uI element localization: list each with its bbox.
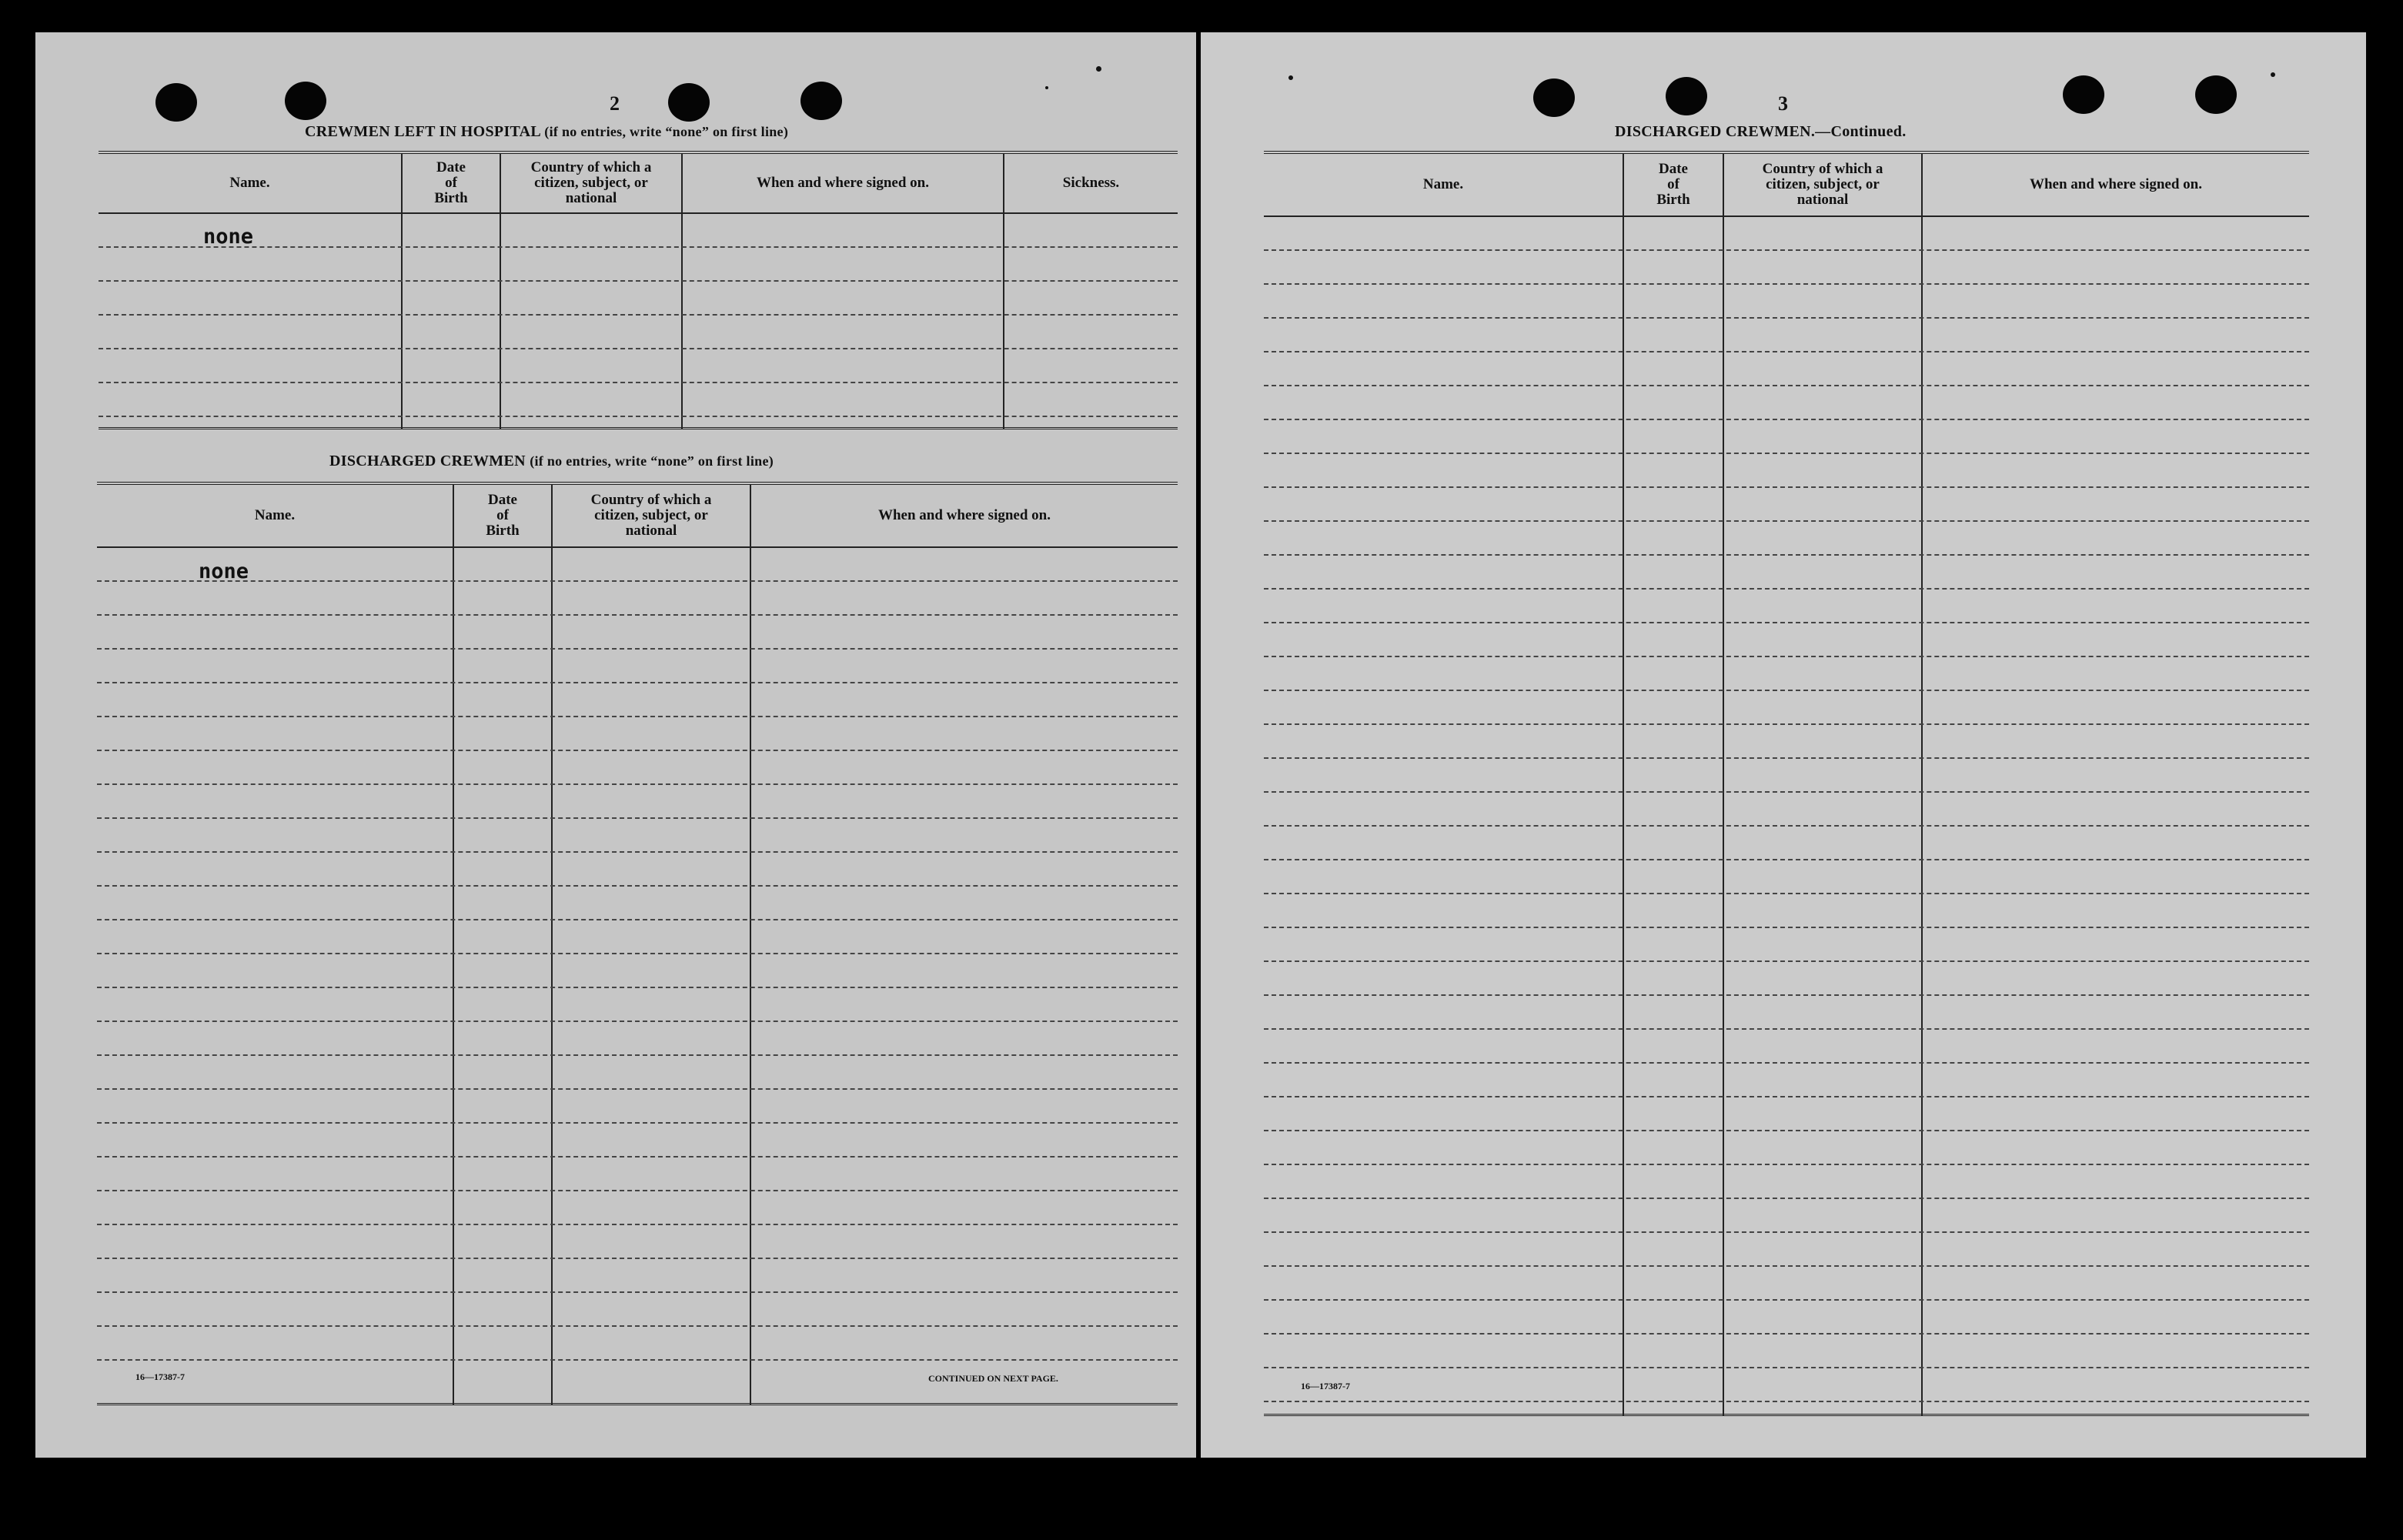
column-divider bbox=[1003, 154, 1004, 429]
table-row bbox=[1264, 317, 2309, 319]
table-row bbox=[97, 851, 1178, 853]
speck bbox=[1288, 75, 1293, 80]
col-header-sickness: Sickness. bbox=[1062, 175, 1120, 191]
col-header-country: Country of which a citizen, subject, or national bbox=[1762, 161, 1883, 208]
col-header-name: Name. bbox=[1422, 176, 1464, 192]
table-row bbox=[97, 682, 1178, 683]
speck bbox=[1045, 86, 1048, 89]
col-header-name: Name. bbox=[254, 507, 296, 523]
column-divider bbox=[681, 154, 683, 429]
punch-hole bbox=[2063, 75, 2104, 114]
table-row bbox=[97, 614, 1178, 616]
table-row bbox=[97, 1021, 1178, 1022]
table-row bbox=[1264, 927, 2309, 928]
table-row bbox=[1264, 1198, 2309, 1199]
table-row bbox=[97, 1190, 1178, 1191]
table-row bbox=[1264, 249, 2309, 251]
table-row bbox=[1264, 554, 2309, 556]
col-header-signed-on: When and where signed on. bbox=[756, 175, 929, 191]
table-row bbox=[97, 987, 1178, 988]
table-row bbox=[1264, 690, 2309, 691]
hospital-title-note: (if no entries, write “none” on first line) bbox=[544, 124, 789, 139]
discharged-table bbox=[97, 482, 1178, 1405]
punch-hole bbox=[2195, 75, 2237, 114]
table-row bbox=[1264, 453, 2309, 454]
column-divider bbox=[500, 154, 501, 429]
table-row bbox=[1264, 351, 2309, 352]
table-row bbox=[1264, 859, 2309, 860]
table-row bbox=[1264, 791, 2309, 793]
table-row bbox=[99, 314, 1178, 316]
hospital-section-title bbox=[305, 123, 788, 141]
table-row bbox=[1264, 419, 2309, 420]
table-row bbox=[1264, 1299, 2309, 1301]
page-number: 2 bbox=[610, 92, 620, 115]
punch-hole bbox=[668, 83, 710, 122]
discharged-entry-none: none bbox=[199, 560, 249, 583]
table-row bbox=[97, 1122, 1178, 1124]
speck bbox=[2271, 72, 2275, 77]
table-row bbox=[1264, 520, 2309, 522]
table-row bbox=[99, 348, 1178, 349]
table-row bbox=[97, 885, 1178, 887]
hospital-entry-none: none bbox=[203, 225, 254, 249]
punch-hole bbox=[155, 83, 197, 122]
table-row bbox=[1264, 1028, 2309, 1030]
table-row bbox=[97, 716, 1178, 717]
table-row bbox=[97, 750, 1178, 751]
table-row bbox=[1264, 723, 2309, 725]
column-divider bbox=[750, 485, 751, 1405]
table-row bbox=[97, 580, 1178, 582]
table-row bbox=[1264, 1130, 2309, 1131]
discharged-continued-title: DISCHARGED CREWMEN.—Continued. bbox=[1615, 123, 1907, 140]
col-header-country: Country of which a citizen, subject, or national bbox=[530, 159, 652, 206]
column-divider bbox=[551, 485, 553, 1405]
column-divider bbox=[1623, 154, 1624, 1416]
table-row bbox=[1264, 486, 2309, 488]
column-divider bbox=[1723, 154, 1724, 1416]
table-row bbox=[1264, 1164, 2309, 1165]
table-row bbox=[1264, 825, 2309, 827]
table-header bbox=[1264, 154, 2309, 217]
table-row bbox=[1264, 1265, 2309, 1267]
page-number: 3 bbox=[1778, 92, 1788, 115]
punch-hole bbox=[1533, 79, 1575, 117]
table-row bbox=[97, 783, 1178, 785]
table-row bbox=[97, 1156, 1178, 1158]
hospital-table bbox=[99, 151, 1178, 429]
col-header-date-of-birth: Date of Birth bbox=[1656, 161, 1690, 208]
table-header bbox=[97, 485, 1178, 548]
discharged-section-title bbox=[329, 453, 774, 470]
table-row bbox=[1264, 893, 2309, 894]
table-row bbox=[1264, 994, 2309, 996]
table-row bbox=[99, 246, 1178, 248]
punch-hole bbox=[285, 82, 326, 120]
discharged-title-main: DISCHARGED CREWMEN bbox=[329, 453, 526, 469]
column-divider bbox=[1921, 154, 1923, 1416]
table-row bbox=[97, 1224, 1178, 1225]
table-row bbox=[99, 382, 1178, 383]
table-row bbox=[1264, 1096, 2309, 1097]
right-page bbox=[1201, 32, 2366, 1458]
punch-hole bbox=[800, 82, 842, 120]
continued-note: CONTINUED ON NEXT PAGE. bbox=[928, 1373, 1058, 1384]
left-page bbox=[35, 32, 1196, 1458]
table-row bbox=[97, 953, 1178, 954]
table-row bbox=[1264, 385, 2309, 386]
table-row bbox=[1264, 1401, 2309, 1402]
table-row bbox=[1264, 656, 2309, 657]
table-row bbox=[99, 416, 1178, 417]
table-row bbox=[1264, 1062, 2309, 1064]
col-header-signed-on: When and where signed on. bbox=[877, 507, 1051, 523]
table-row bbox=[97, 1088, 1178, 1090]
table-row bbox=[1264, 960, 2309, 962]
table-row bbox=[97, 1325, 1178, 1327]
form-number: 16—17387-7 bbox=[135, 1371, 185, 1382]
col-header-date-of-birth: Date of Birth bbox=[486, 492, 520, 539]
col-header-country: Country of which a citizen, subject, or national bbox=[590, 492, 712, 539]
table-row bbox=[1264, 588, 2309, 590]
table-header bbox=[99, 154, 1178, 214]
column-divider bbox=[453, 485, 454, 1405]
discharged-continued-table bbox=[1264, 151, 2309, 1416]
table-row bbox=[1264, 622, 2309, 623]
table-row bbox=[1264, 757, 2309, 759]
table-row bbox=[97, 1054, 1178, 1056]
table-row bbox=[97, 817, 1178, 819]
table-row bbox=[1264, 1333, 2309, 1335]
table-row bbox=[1264, 283, 2309, 285]
table-row bbox=[97, 1291, 1178, 1293]
table-row bbox=[99, 280, 1178, 282]
hospital-title-main: CREWMEN LEFT IN HOSPITAL bbox=[305, 123, 540, 140]
column-divider bbox=[401, 154, 403, 429]
form-number: 16—17387-7 bbox=[1301, 1381, 1350, 1391]
table-row bbox=[97, 1258, 1178, 1259]
table-row bbox=[97, 919, 1178, 920]
col-header-name: Name. bbox=[229, 175, 270, 191]
table-row bbox=[97, 1359, 1178, 1361]
punch-hole bbox=[1666, 77, 1707, 115]
table-row bbox=[97, 648, 1178, 650]
table-row bbox=[1264, 1231, 2309, 1233]
col-header-date-of-birth: Date of Birth bbox=[434, 159, 468, 206]
discharged-title-note: (if no entries, write “none” on first line) bbox=[530, 453, 774, 469]
table-row bbox=[1264, 1367, 2309, 1368]
col-header-signed-on: When and where signed on. bbox=[2029, 176, 2202, 192]
speck bbox=[1096, 66, 1101, 72]
